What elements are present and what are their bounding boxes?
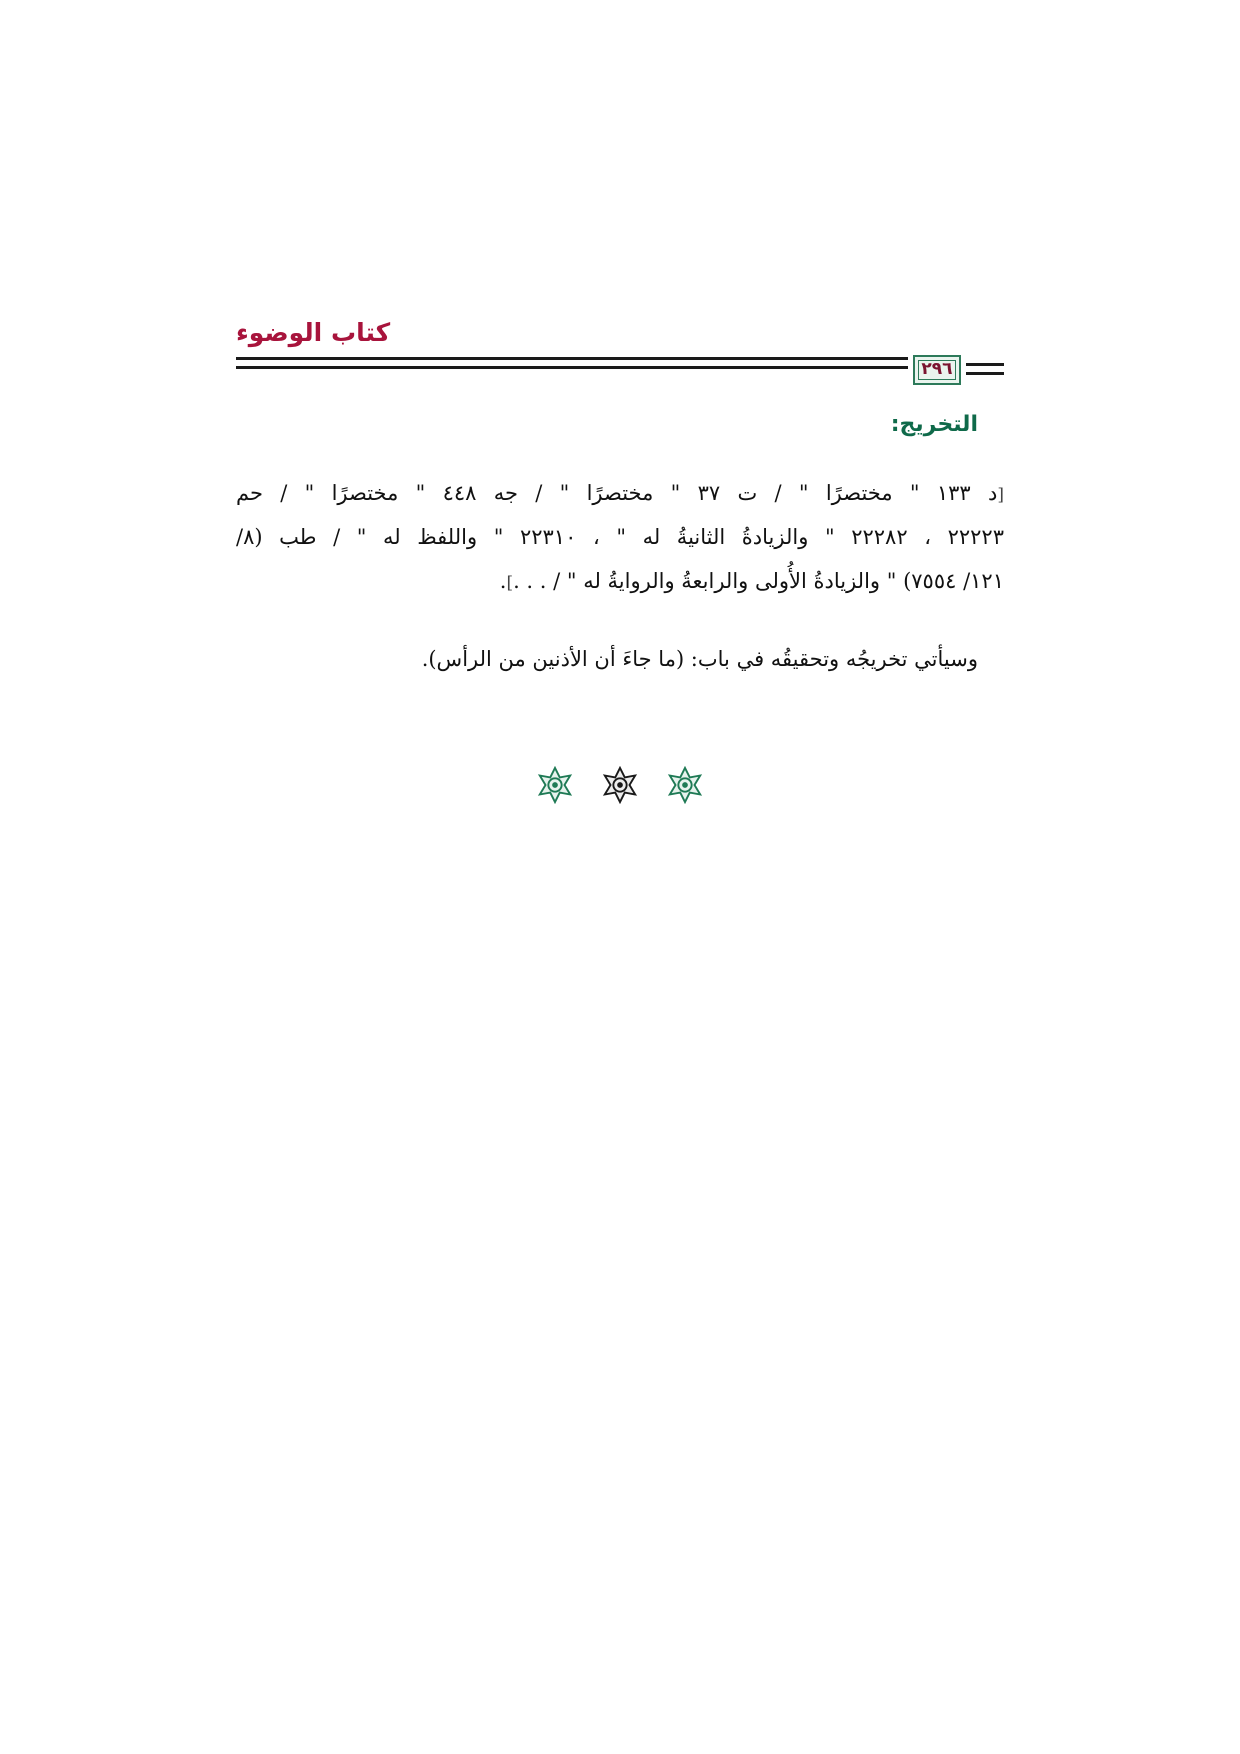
section-heading: التخريج:	[890, 412, 978, 437]
section-end-ornaments	[536, 766, 704, 804]
end-mark: .	[499, 569, 507, 593]
cross-reference-text: وسيأتي تخريجُه وتحقيقُه في باب: (ما جاءَ أن الأذنين من الرأس).	[421, 647, 978, 671]
header-rule-right-upper	[966, 363, 1004, 366]
star-ornament-icon	[536, 766, 574, 804]
cross-reference-note	[236, 644, 978, 674]
paragraph-line-3	[236, 566, 1004, 598]
paragraph-line-1	[236, 478, 1004, 510]
header-rule-lower	[236, 366, 908, 369]
paragraph-line-3-text: ١٢١/ ٧٥٥٤) " والزيادةُ الأُولى والرابعةُ والروايةُ له " / . . .	[513, 569, 1004, 593]
header-rule-upper	[236, 357, 908, 360]
bracket-close: ]	[506, 573, 514, 593]
header-rule-right-lower	[966, 372, 1004, 375]
running-title: كتاب الوضوء	[236, 318, 391, 347]
bracket-open: [	[997, 485, 1004, 505]
page-number: ٢٩٦	[921, 359, 953, 379]
star-ornament-icon	[601, 766, 639, 804]
paragraph-line-2	[236, 522, 1004, 552]
star-ornament-icon	[666, 766, 704, 804]
paragraph-line-2-text: ٢٢٢٢٣ ، ٢٢٢٨٢ " والزيادةُ الثانيةُ له " ، ٢٢٣١٠ " واللفظ له " / طب (٨/	[236, 525, 1004, 549]
page-number-frame	[913, 355, 961, 385]
paragraph-line-1-text: د ١٣٣ " مختصرًا " / ت ٣٧ " مختصرًا " / جه ٤٤٨ " مختصرًا " / حم	[236, 481, 998, 505]
